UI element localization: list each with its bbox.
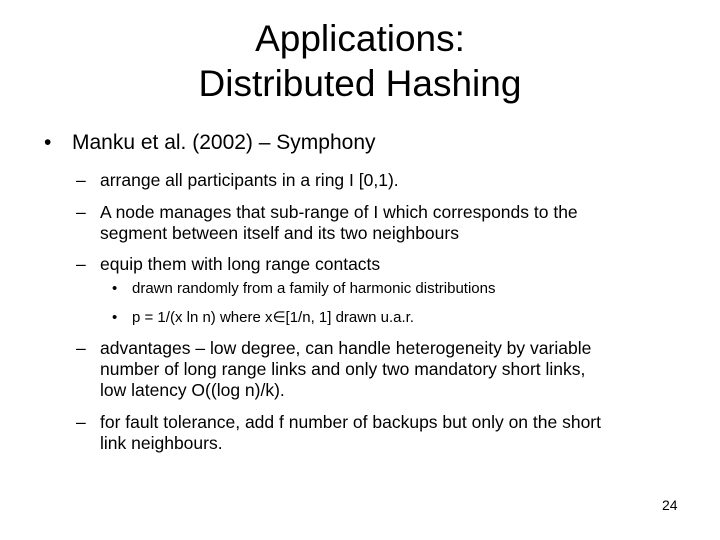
dash-icon: – — [76, 170, 86, 190]
sub-bullet-text: arrange all participants in a ring I [0,1). — [100, 170, 399, 190]
sub-bullet-text: equip them with long range contacts — [100, 254, 381, 274]
main-bullet-text: Manku et al. (2002) – Symphony — [72, 131, 376, 154]
title-line-1: Applications: — [255, 18, 465, 59]
bullet-icon: • — [44, 131, 52, 154]
bullet-icon: • — [112, 280, 118, 297]
bullet-icon: • — [112, 309, 118, 326]
title-line-2: Distributed Hashing — [198, 63, 522, 104]
page-number: 24 — [662, 497, 678, 513]
dash-icon: – — [76, 412, 86, 432]
sub-bullet-text: advantages – low degree, can handle heterogeneity by variable number of long range links and only two mandatory short links, low latency O((log n)/k). — [100, 338, 592, 400]
sub-bullet-text: A node manages that sub-range of I which corresponds to the segment between itself and its two neighbours — [100, 202, 578, 243]
sub-bullet-text: for fault tolerance, add f number of backups but only on the short link neighbours. — [100, 412, 601, 453]
dash-icon: – — [76, 254, 86, 274]
sub-sub-bullet-text: drawn randomly from a family of harmonic distributions — [132, 280, 496, 297]
sub-sub-bullet-text: p = 1/(x ln n) where x∈[1/n, 1] drawn u.a.r. — [132, 309, 414, 326]
slide-title — [0, 16, 720, 106]
dash-icon: – — [76, 202, 86, 222]
dash-icon: – — [76, 338, 86, 358]
